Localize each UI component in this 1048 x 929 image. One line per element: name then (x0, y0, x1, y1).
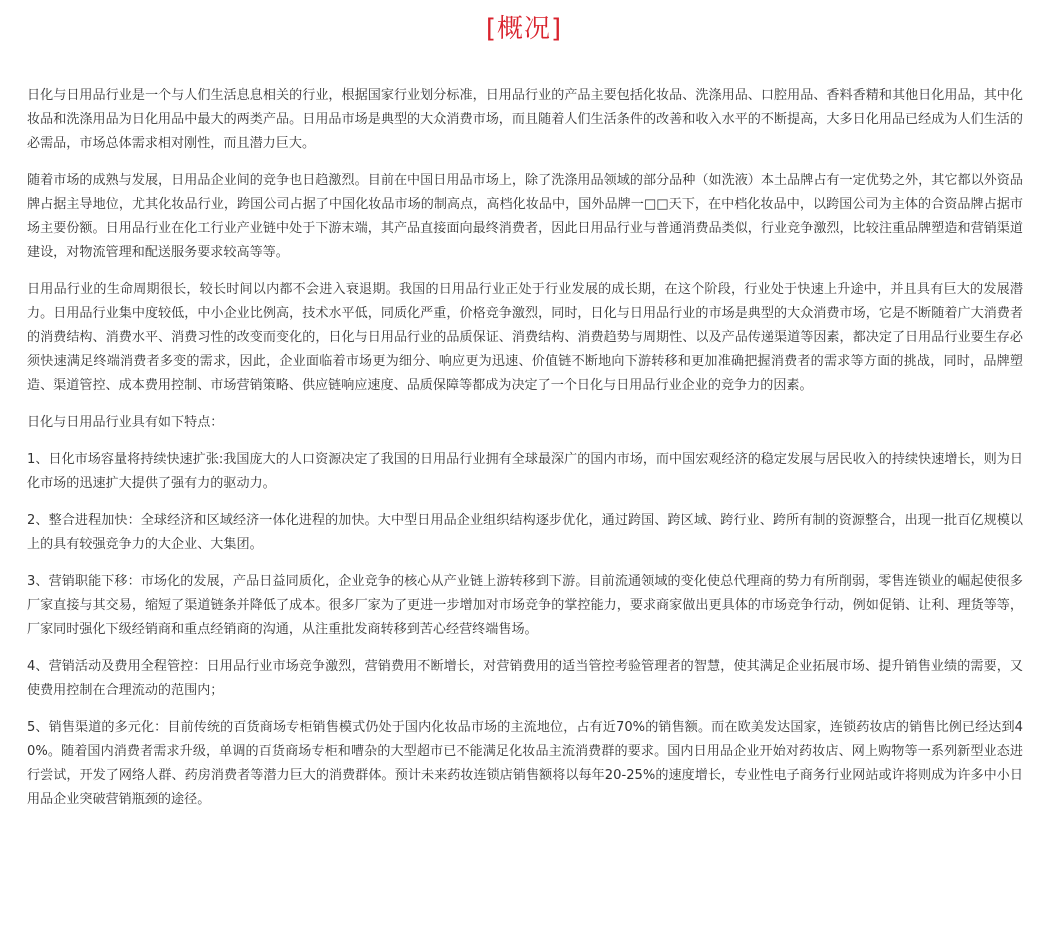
paragraph-feature-4: 4、营销活动及费用全程管控：日用品行业市场竞争激烈，营销费用不断增长，对营销费用的适当管控考验管理者的智慧，使其满足企业拓展市场、提升销售业绩的需要，又使费用控制在合理流动的范围内； (27, 659, 1023, 698)
paragraph-features-heading: 日化与日用品行业具有如下特点： (27, 415, 224, 430)
paragraph-competition: 随着市场的成熟与发展，日用品企业间的竞争也日趋激烈。目前在中国日用品市场上，除了洗涤用品领域的部分品种（如洗液）本土品牌占有一定优势之外，其它都以外资品牌占据主导地位，尤其化妆品行业，跨国公司占据了中国化妆品市场的制高点，高档化妆品中，国外品牌一□□天下，在中档化妆品中，以跨国公司为主体的合资品牌占据市场主要份额。日用品行业在化工行业产业链中处于下游末端，其产品直接面向最终消费者，因此日用品行业与普通消费品类似，行业竞争激烈，比较注重品牌塑造和营销渠道建设，对物流管理和配送服务要求较高等等。 (27, 173, 1023, 260)
paragraph-intro: 日化与日用品行业是一个与人们生活息息相关的行业，根据国家行业划分标准，日用品行业的产品主要包括化妆品、洗涤用品、口腔用品、香料香精和其他日化用品，其中化妆品和洗涤用品为日化用品中最大的两类产品。日用品市场是典型的大众消费市场，而且随着人们生活条件的改善和收入水平的不断提高，大多日化用品已经成为人们生活的必需品，市场总体需求相对刚性，而且潜力巨大。 (27, 88, 1023, 151)
article-body (27, 84, 1023, 825)
paragraph-feature-5: 5、销售渠道的多元化：目前传统的百货商场专柜销售模式仍处于国内化妆品市场的主流地位，占有近70%的销售额。而在欧美发达国家，连锁药妆店的销售比例已经达到40%。随着国内消费者需求升级，单调的百货商场专柜和嘈杂的大型超市已不能满足化妆品主流消费群的要求。国内日用品企业开始对药妆店、网上购物等一系列新型业态进行尝试，开发了网络人群、药房消费者等潜力巨大的消费群体。预计未来药妆连锁店销售额将以每年20-25%的速度增长，专业性电子商务行业网站或许将则成为许多中小日用品企业突破营销瓶颈的途径。 (27, 720, 1023, 807)
paragraph-lifecycle: 日用品行业的生命周期很长，较长时间以内都不会进入衰退期。我国的日用品行业正处于行业发展的成长期，在这个阶段，行业处于快速上升途中，并且具有巨大的发展潜力。日用品行业集中度较低，中小企业比例高，技术水平低，同质化严重，价格竞争激烈，同时，日化与日用品行业的市场是典型的大众消费市场，它是不断随着广大消费者的消费结构、消费水平、消费习性的改变而变化的，日化与日用品行业的品质保证、消费结构、消费趋势与周期性、以及产品传递渠道等因素，都决定了日用品行业要生存必须快速满足终端消费者多变的需求，因此，企业面临着市场更为细分、响应更为迅速、价值链不断地向下游转移和更加准确把握消费者的需求等方面的挑战，同时，品牌塑造、渠道管控、成本费用控制、市场营销策略、供应链响应速度、品质保障等都成为决定了一个日化与日用品行业企业的竞争力的因素。 (27, 282, 1023, 393)
paragraph-feature-3: 3、营销职能下移：市场化的发展，产品日益同质化，企业竞争的核心从产业链上游转移到下游。目前流通领域的变化使总代理商的势力有所削弱，零售连锁业的崛起使很多厂家直接与其交易，缩短了渠道链条并降低了成本。很多厂家为了更进一步增加对市场竞争的掌控能力，要求商家做出更具体的市场竞争行动，例如促销、让利、理货等等，厂家同时强化下级经销商和重点经销商的沟通，从注重批发商转移到苦心经营终端售场。 (27, 574, 1023, 637)
page-title: [概况] (485, 14, 563, 44)
paragraph-feature-1: 1、日化市场容量将持续快速扩张:我国庞大的人口资源决定了我国的日用品行业拥有全球最深广的国内市场，而中国宏观经济的稳定发展与居民收入的持续快速增长，则为日化市场的迅速扩大提供了强有力的驱动力。 (27, 452, 1023, 491)
paragraph-feature-2: 2、整合进程加快：全球经济和区域经济一体化进程的加快。大中型日用品企业组织结构逐步优化，通过跨国、跨区域、跨行业、跨所有制的资源整合，出现一批百亿规模以上的具有较强竞争力的大企业、大集团。 (27, 513, 1023, 552)
